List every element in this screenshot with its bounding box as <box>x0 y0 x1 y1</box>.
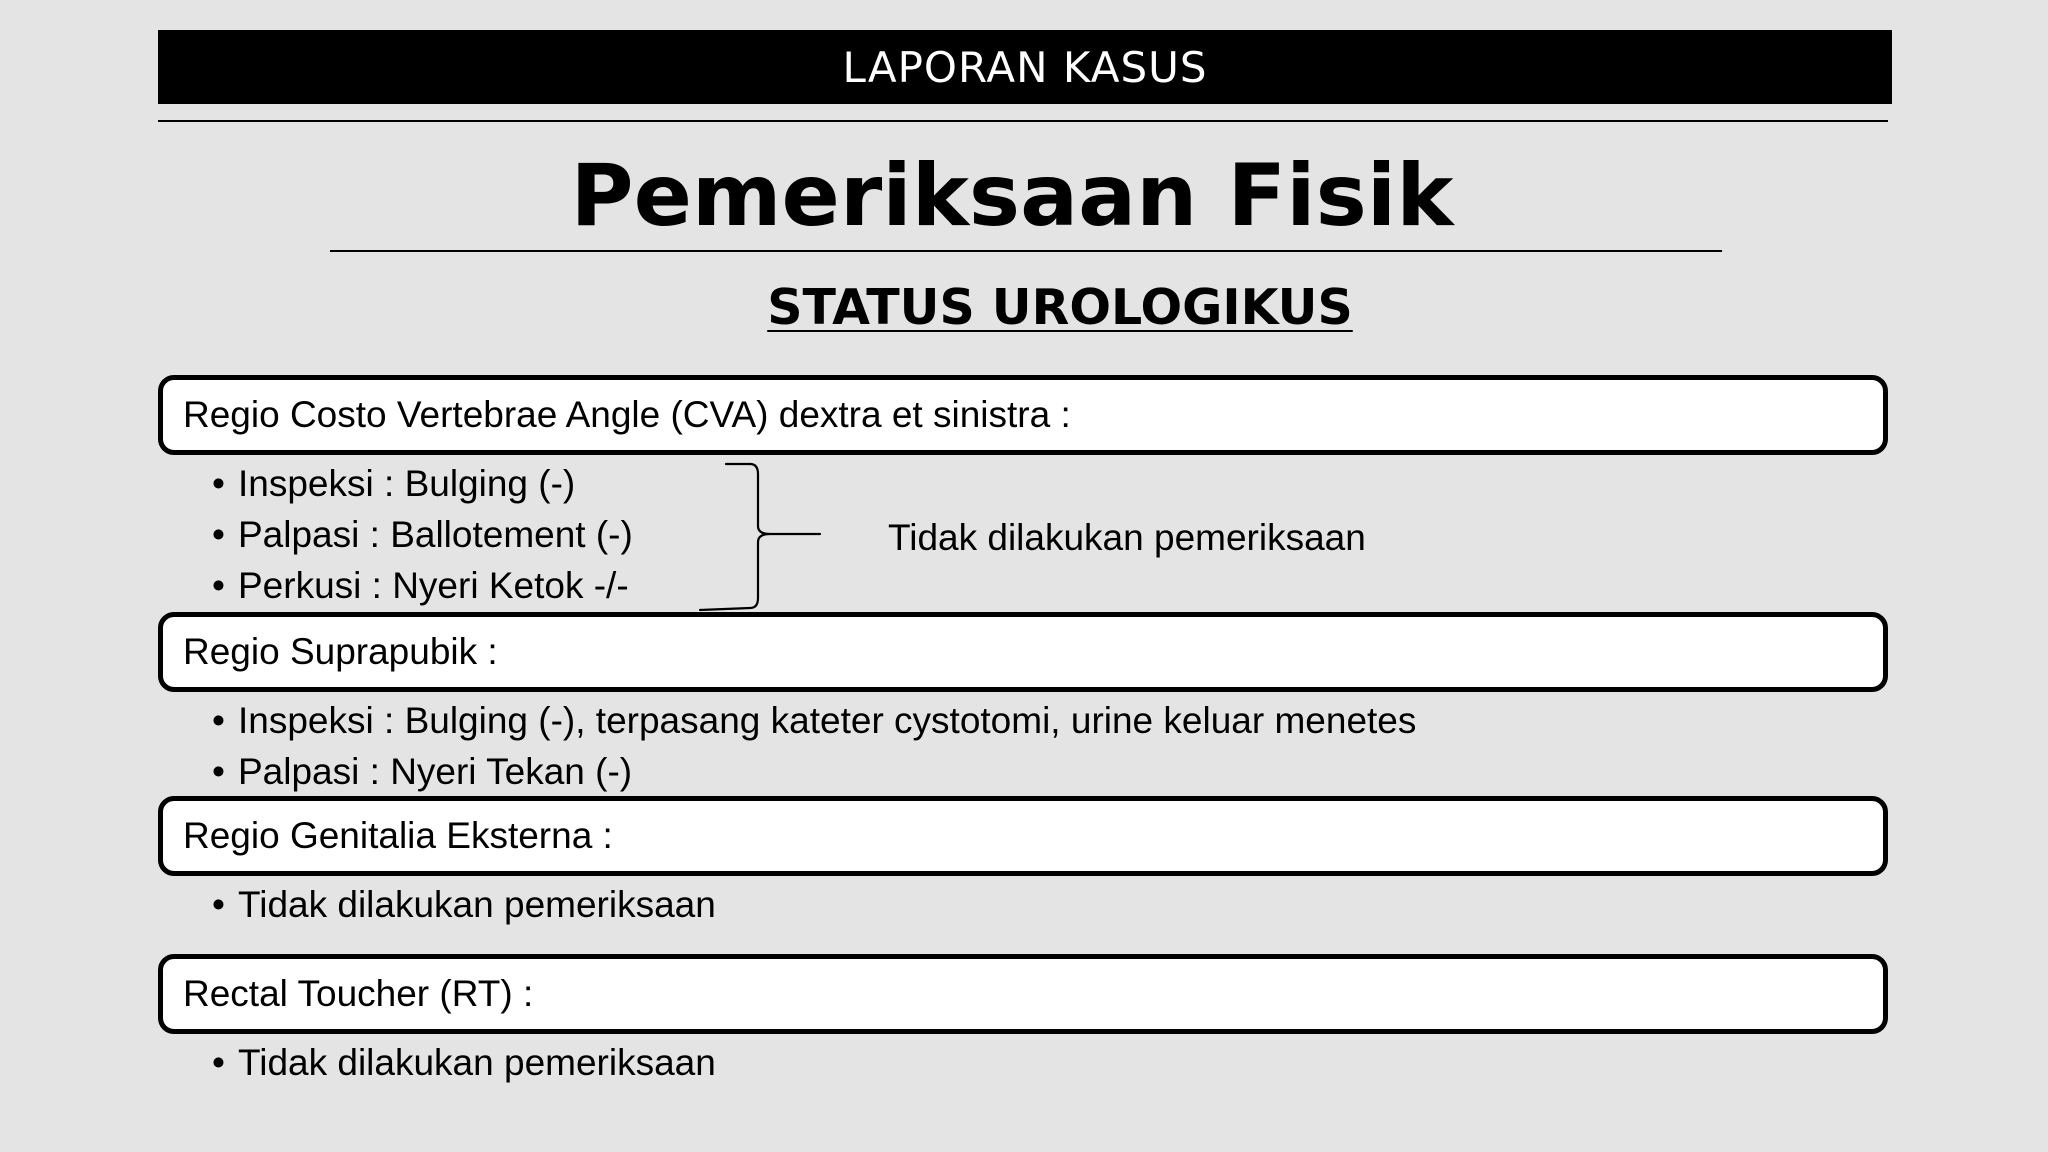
page-title: Pemeriksaan Fisik <box>570 146 1454 246</box>
region-label: Regio Costo Vertebrae Angle (CVA) dextra et sinistra : <box>183 394 1071 435</box>
list-item <box>212 883 716 927</box>
bullet-icon: • <box>212 751 225 792</box>
region-label: Rectal Toucher (RT) : <box>183 973 534 1014</box>
list-item <box>212 1041 716 1085</box>
list-item-text: Perkusi : Nyeri Ketok -/- <box>238 565 629 606</box>
title-divider <box>330 250 1722 252</box>
header-bar <box>158 30 1892 104</box>
list-item-text: Inspeksi : Bulging (-) <box>238 463 576 504</box>
right-brace-icon <box>696 460 826 612</box>
section-heading: STATUS UROLOGIKUS <box>767 279 1353 336</box>
bullet-icon: • <box>212 700 225 741</box>
list-item <box>212 564 629 608</box>
header-divider <box>158 120 1888 122</box>
list-item-text: Palpasi : Ballotement (-) <box>238 514 633 555</box>
list-item <box>212 513 633 557</box>
bullet-icon: • <box>212 1042 225 1083</box>
region-box-genitalia <box>158 796 1888 876</box>
list-item <box>212 699 1416 743</box>
region-box-suprapubik <box>158 612 1888 692</box>
header-label: LAPORAN KASUS <box>842 42 1208 92</box>
list-item <box>212 750 632 794</box>
list-item <box>212 462 575 506</box>
bullet-icon: • <box>212 884 225 925</box>
list-item-text: Inspeksi : Bulging (-), terpasang kateter cystotomi, urine keluar menetes <box>238 700 1417 741</box>
region-label: Regio Suprapubik : <box>183 631 498 672</box>
list-item-text: Tidak dilakukan pemeriksaan <box>238 884 716 925</box>
list-item-text: Palpasi : Nyeri Tekan (-) <box>238 751 633 792</box>
bullet-icon: • <box>212 514 225 555</box>
list-item-text: Tidak dilakukan pemeriksaan <box>238 1042 716 1083</box>
region-label: Regio Genitalia Eksterna : <box>183 815 613 856</box>
region-box-cva <box>158 375 1888 455</box>
region-box-rectal-toucher <box>158 954 1888 1034</box>
bullet-icon: • <box>212 565 225 606</box>
bullet-icon: • <box>212 463 225 504</box>
brace-note: Tidak dilakukan pemeriksaan <box>888 517 1366 558</box>
